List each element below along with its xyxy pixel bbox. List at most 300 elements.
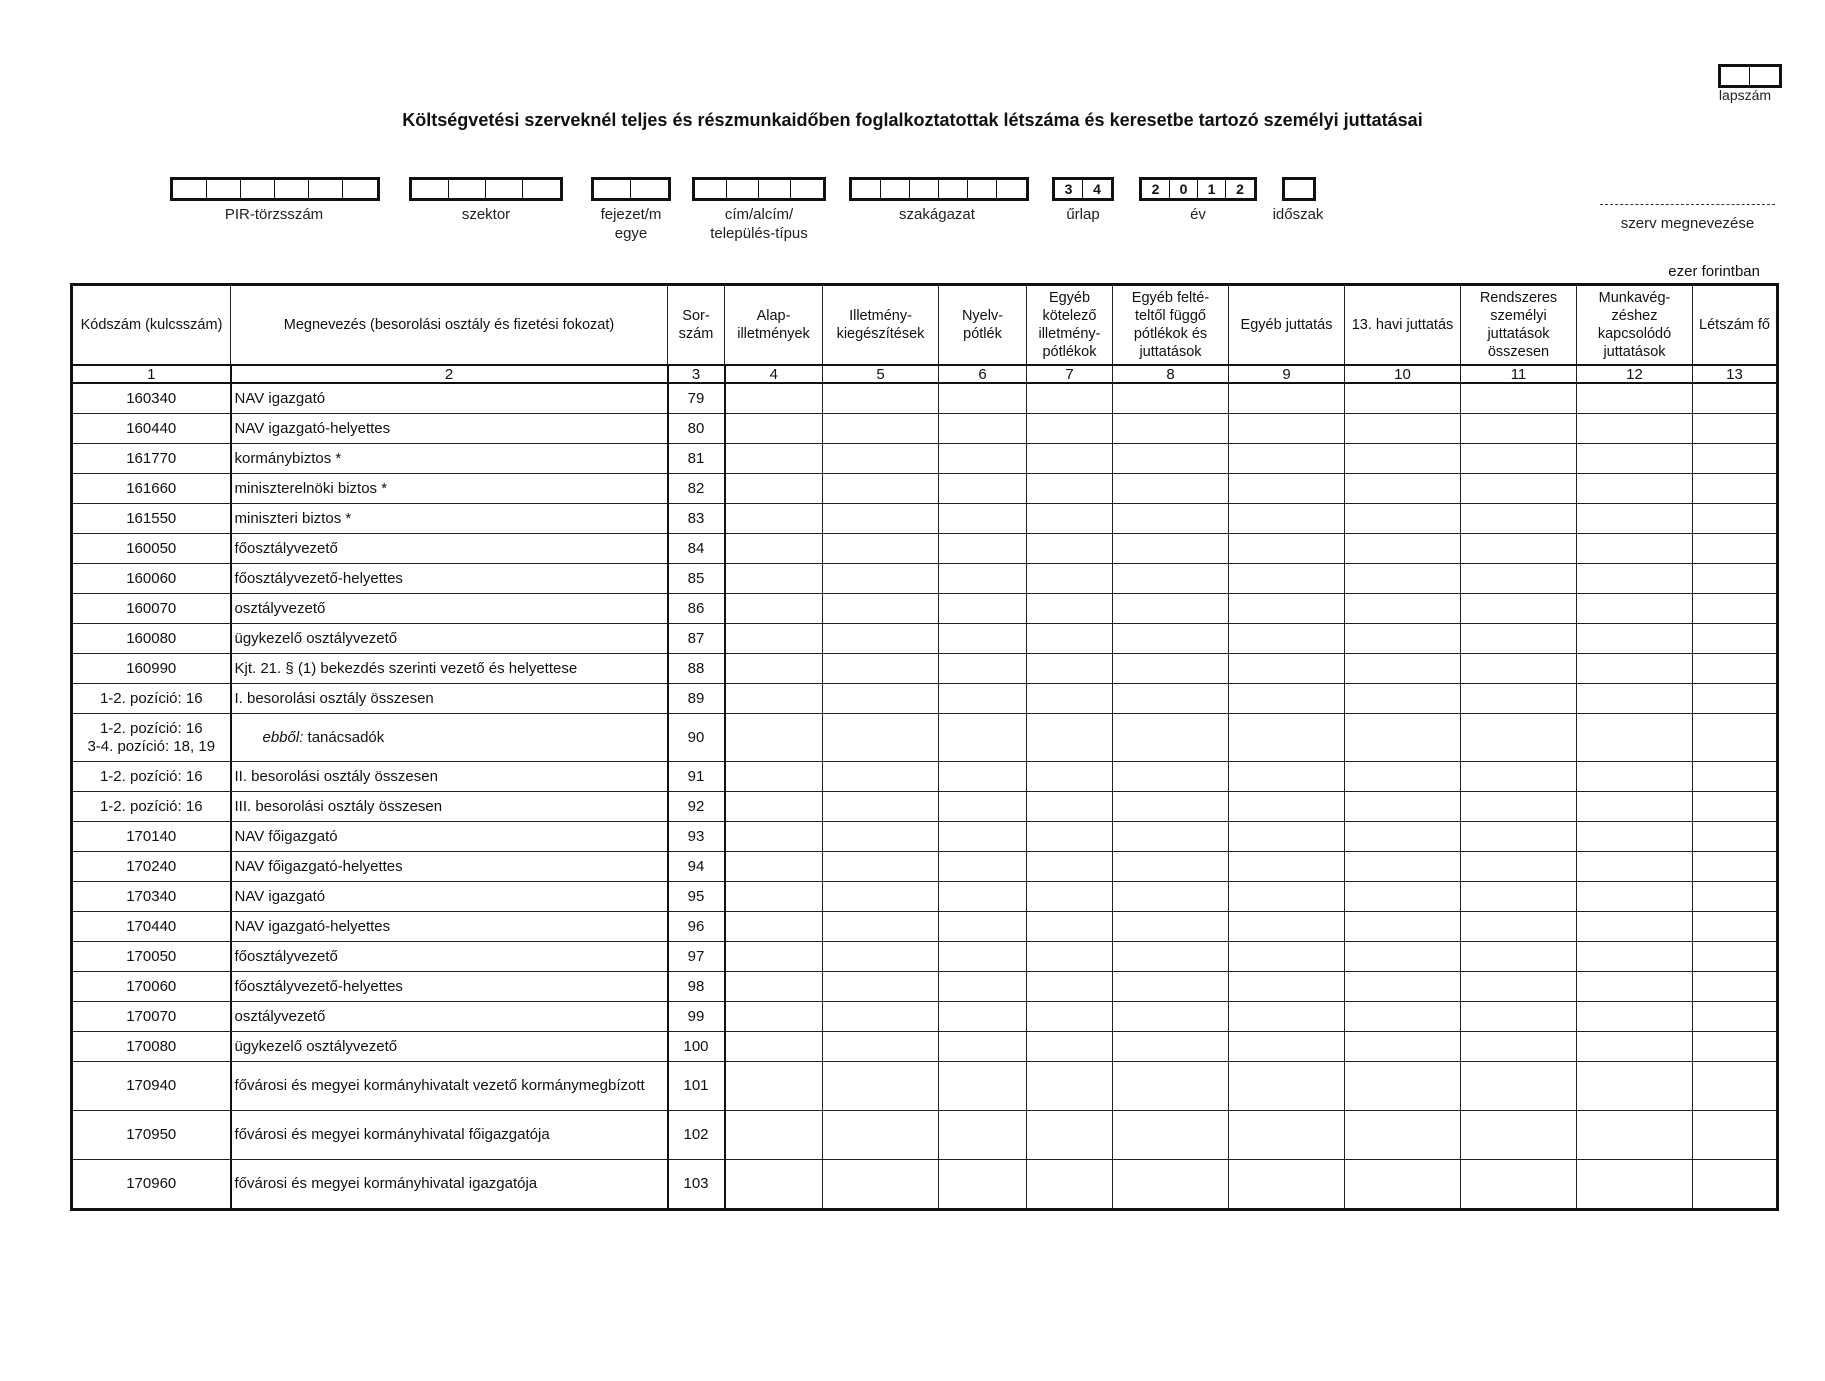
industry-cell[interactable] (852, 180, 881, 198)
year-field[interactable] (1139, 177, 1257, 201)
input-cell-col-8[interactable] (1113, 594, 1229, 624)
sheet-number-cell[interactable] (1721, 67, 1750, 85)
input-cell-col-4[interactable] (725, 624, 823, 654)
input-cell-col-4[interactable] (725, 534, 823, 564)
input-cell-col-10[interactable] (1345, 684, 1461, 714)
input-cell-col-13[interactable] (1693, 414, 1778, 444)
input-cell-col-12[interactable] (1577, 624, 1693, 654)
input-cell-col-12[interactable] (1577, 852, 1693, 882)
input-cell-col-9[interactable] (1229, 594, 1345, 624)
input-cell-col-13[interactable] (1693, 444, 1778, 474)
input-cell-col-4[interactable] (725, 852, 823, 882)
input-cell-col-5[interactable] (823, 1111, 939, 1160)
input-cell-col-7[interactable] (1027, 474, 1113, 504)
input-cell-col-5[interactable] (823, 444, 939, 474)
input-cell-col-6[interactable] (939, 1002, 1027, 1032)
input-cell-col-11[interactable] (1461, 714, 1577, 762)
input-cell-col-6[interactable] (939, 1062, 1027, 1111)
input-cell-col-11[interactable] (1461, 383, 1577, 414)
input-cell-col-12[interactable] (1577, 474, 1693, 504)
input-cell-col-9[interactable] (1229, 1111, 1345, 1160)
input-cell-col-5[interactable] (823, 1002, 939, 1032)
input-cell-col-9[interactable] (1229, 504, 1345, 534)
pir-cell[interactable] (309, 180, 343, 198)
input-cell-col-5[interactable] (823, 714, 939, 762)
input-cell-col-11[interactable] (1461, 972, 1577, 1002)
input-cell-col-13[interactable] (1693, 822, 1778, 852)
input-cell-col-12[interactable] (1577, 534, 1693, 564)
input-cell-col-8[interactable] (1113, 564, 1229, 594)
input-cell-col-10[interactable] (1345, 852, 1461, 882)
input-cell-col-4[interactable] (725, 882, 823, 912)
input-cell-col-9[interactable] (1229, 822, 1345, 852)
input-cell-col-8[interactable] (1113, 624, 1229, 654)
input-cell-col-11[interactable] (1461, 534, 1577, 564)
input-cell-col-9[interactable] (1229, 414, 1345, 444)
input-cell-col-6[interactable] (939, 564, 1027, 594)
input-cell-col-8[interactable] (1113, 654, 1229, 684)
input-cell-col-5[interactable] (823, 852, 939, 882)
input-cell-col-13[interactable] (1693, 654, 1778, 684)
input-cell-col-7[interactable] (1027, 383, 1113, 414)
input-cell-col-8[interactable] (1113, 1160, 1229, 1210)
input-cell-col-4[interactable] (725, 822, 823, 852)
input-cell-col-11[interactable] (1461, 882, 1577, 912)
input-cell-col-6[interactable] (939, 684, 1027, 714)
input-cell-col-10[interactable] (1345, 383, 1461, 414)
input-cell-col-5[interactable] (823, 792, 939, 822)
input-cell-col-13[interactable] (1693, 1111, 1778, 1160)
input-cell-col-6[interactable] (939, 444, 1027, 474)
input-cell-col-4[interactable] (725, 474, 823, 504)
input-cell-col-4[interactable] (725, 594, 823, 624)
input-cell-col-5[interactable] (823, 912, 939, 942)
input-cell-col-8[interactable] (1113, 504, 1229, 534)
table-row (72, 822, 1778, 852)
input-cell-col-11[interactable] (1461, 564, 1577, 594)
input-cell-col-4[interactable] (725, 414, 823, 444)
input-cell-col-7[interactable] (1027, 414, 1113, 444)
input-cell-col-13[interactable] (1693, 383, 1778, 414)
col-header-conditional: Egyéb felté- teltől függő pótlékok és juttatások (1113, 285, 1229, 366)
input-cell-col-5[interactable] (823, 564, 939, 594)
input-cell-col-11[interactable] (1461, 912, 1577, 942)
sector-field[interactable] (409, 177, 563, 201)
input-cell-col-9[interactable] (1229, 714, 1345, 762)
input-cell-col-13[interactable] (1693, 762, 1778, 792)
input-cell-col-10[interactable] (1345, 882, 1461, 912)
input-cell-col-5[interactable] (823, 762, 939, 792)
input-cell-col-6[interactable] (939, 1032, 1027, 1062)
input-cell-col-10[interactable] (1345, 474, 1461, 504)
input-cell-col-9[interactable] (1229, 383, 1345, 414)
input-cell-col-12[interactable] (1577, 822, 1693, 852)
period-field[interactable] (1282, 177, 1316, 201)
input-cell-col-10[interactable] (1345, 1062, 1461, 1111)
input-cell-col-13[interactable] (1693, 624, 1778, 654)
industry-cell[interactable] (881, 180, 910, 198)
input-cell-col-9[interactable] (1229, 474, 1345, 504)
input-cell-col-4[interactable] (725, 762, 823, 792)
input-cell-col-12[interactable] (1577, 1111, 1693, 1160)
input-cell-col-12[interactable] (1577, 504, 1693, 534)
input-cell-col-5[interactable] (823, 822, 939, 852)
code-cell: 160990 (72, 654, 231, 684)
input-cell-col-7[interactable] (1027, 594, 1113, 624)
input-cell-col-12[interactable] (1577, 1062, 1693, 1111)
title-code-cell[interactable] (759, 180, 791, 198)
input-cell-col-5[interactable] (823, 624, 939, 654)
input-cell-col-11[interactable] (1461, 942, 1577, 972)
input-cell-col-6[interactable] (939, 534, 1027, 564)
input-cell-col-9[interactable] (1229, 624, 1345, 654)
input-cell-col-4[interactable] (725, 1032, 823, 1062)
input-cell-col-7[interactable] (1027, 1002, 1113, 1032)
input-cell-col-10[interactable] (1345, 792, 1461, 822)
input-cell-col-6[interactable] (939, 882, 1027, 912)
input-cell-col-8[interactable] (1113, 762, 1229, 792)
input-cell-col-13[interactable] (1693, 912, 1778, 942)
input-cell-col-10[interactable] (1345, 594, 1461, 624)
input-cell-col-12[interactable] (1577, 1032, 1693, 1062)
input-cell-col-13[interactable] (1693, 972, 1778, 1002)
input-cell-col-4[interactable] (725, 972, 823, 1002)
input-cell-col-6[interactable] (939, 942, 1027, 972)
sheet-number-box[interactable] (1718, 64, 1782, 88)
input-cell-col-7[interactable] (1027, 624, 1113, 654)
chapter-field[interactable] (591, 177, 671, 201)
input-cell-col-13[interactable] (1693, 714, 1778, 762)
input-cell-col-5[interactable] (823, 1032, 939, 1062)
input-cell-col-9[interactable] (1229, 792, 1345, 822)
input-cell-col-7[interactable] (1027, 504, 1113, 534)
input-cell-col-11[interactable] (1461, 654, 1577, 684)
code-cell: 160080 (72, 624, 231, 654)
input-cell-col-10[interactable] (1345, 822, 1461, 852)
input-cell-col-13[interactable] (1693, 792, 1778, 822)
input-cell-col-5[interactable] (823, 534, 939, 564)
input-cell-col-12[interactable] (1577, 1002, 1693, 1032)
year-cell[interactable]: 0 (1170, 180, 1198, 198)
input-cell-col-11[interactable] (1461, 1062, 1577, 1111)
input-cell-col-12[interactable] (1577, 564, 1693, 594)
input-cell-col-6[interactable] (939, 822, 1027, 852)
input-cell-col-9[interactable] (1229, 654, 1345, 684)
input-cell-col-10[interactable] (1345, 912, 1461, 942)
input-cell-col-6[interactable] (939, 972, 1027, 1002)
input-cell-col-8[interactable] (1113, 822, 1229, 852)
input-cell-col-8[interactable] (1113, 1032, 1229, 1062)
input-cell-col-6[interactable] (939, 714, 1027, 762)
input-cell-col-8[interactable] (1113, 414, 1229, 444)
input-cell-col-8[interactable] (1113, 534, 1229, 564)
input-cell-col-7[interactable] (1027, 852, 1113, 882)
industry-cell[interactable] (968, 180, 997, 198)
year-cell[interactable]: 2 (1236, 181, 1244, 197)
input-cell-col-8[interactable] (1113, 792, 1229, 822)
input-cell-col-4[interactable] (725, 1111, 823, 1160)
sheet-number-cell[interactable] (1750, 67, 1779, 85)
input-cell-col-6[interactable] (939, 852, 1027, 882)
input-cell-col-4[interactable] (725, 792, 823, 822)
input-cell-col-5[interactable] (823, 1062, 939, 1111)
input-cell-col-13[interactable] (1693, 594, 1778, 624)
input-cell-col-6[interactable] (939, 474, 1027, 504)
col-number: 1 (72, 365, 231, 383)
input-cell-col-11[interactable] (1461, 792, 1577, 822)
input-cell-col-6[interactable] (939, 762, 1027, 792)
input-cell-col-11[interactable] (1461, 762, 1577, 792)
unit-label: ezer forintban (1668, 263, 1760, 280)
input-cell-col-12[interactable] (1577, 684, 1693, 714)
input-cell-col-11[interactable] (1461, 504, 1577, 534)
input-cell-col-6[interactable] (939, 414, 1027, 444)
input-cell-col-7[interactable] (1027, 1160, 1113, 1210)
input-cell-col-12[interactable] (1577, 1160, 1693, 1210)
input-cell-col-8[interactable] (1113, 1111, 1229, 1160)
industry-cell[interactable] (939, 180, 968, 198)
input-cell-col-11[interactable] (1461, 822, 1577, 852)
input-cell-col-12[interactable] (1577, 912, 1693, 942)
input-cell-col-5[interactable] (823, 882, 939, 912)
input-cell-col-9[interactable] (1229, 444, 1345, 474)
org-name-label: szerv megnevezése (1620, 215, 1755, 232)
input-cell-col-11[interactable] (1461, 624, 1577, 654)
pir-cell[interactable] (207, 180, 241, 198)
input-cell-col-7[interactable] (1027, 912, 1113, 942)
input-cell-col-11[interactable] (1461, 1160, 1577, 1210)
pir-cell[interactable] (275, 180, 309, 198)
input-cell-col-13[interactable] (1693, 684, 1778, 714)
input-cell-col-10[interactable] (1345, 1160, 1461, 1210)
input-cell-col-13[interactable] (1693, 942, 1778, 972)
input-cell-col-8[interactable] (1113, 383, 1229, 414)
input-cell-col-8[interactable] (1113, 852, 1229, 882)
input-cell-col-7[interactable] (1027, 564, 1113, 594)
input-cell-col-7[interactable] (1027, 1032, 1113, 1062)
form-code-field[interactable] (1052, 177, 1114, 201)
input-cell-col-6[interactable] (939, 654, 1027, 684)
input-cell-col-4[interactable] (725, 564, 823, 594)
input-cell-col-8[interactable] (1113, 882, 1229, 912)
input-cell-col-4[interactable] (725, 714, 823, 762)
input-cell-col-5[interactable] (823, 414, 939, 444)
input-cell-col-9[interactable] (1229, 912, 1345, 942)
input-cell-col-8[interactable] (1113, 444, 1229, 474)
input-cell-col-6[interactable] (939, 912, 1027, 942)
input-cell-col-6[interactable] (939, 1111, 1027, 1160)
input-cell-col-4[interactable] (725, 1160, 823, 1210)
period-cell[interactable] (1285, 180, 1313, 198)
input-cell-col-9[interactable] (1229, 684, 1345, 714)
input-cell-col-7[interactable] (1027, 1111, 1113, 1160)
input-cell-col-7[interactable] (1027, 534, 1113, 564)
input-cell-col-12[interactable] (1577, 444, 1693, 474)
input-cell-col-12[interactable] (1577, 714, 1693, 762)
input-cell-col-5[interactable] (823, 684, 939, 714)
input-cell-col-8[interactable] (1113, 474, 1229, 504)
pir-cell[interactable] (173, 180, 207, 198)
sector-cell[interactable] (412, 180, 449, 198)
title-code-cell[interactable] (791, 180, 823, 198)
input-cell-col-10[interactable] (1345, 942, 1461, 972)
sector-cell[interactable] (523, 180, 560, 198)
input-cell-col-12[interactable] (1577, 383, 1693, 414)
input-cell-col-10[interactable] (1345, 624, 1461, 654)
input-cell-col-4[interactable] (725, 504, 823, 534)
input-cell-col-4[interactable] (725, 1062, 823, 1111)
input-cell-col-7[interactable] (1027, 972, 1113, 1002)
input-cell-col-6[interactable] (939, 594, 1027, 624)
input-cell-col-5[interactable] (823, 654, 939, 684)
org-name-line[interactable] (1600, 204, 1775, 205)
input-cell-col-5[interactable] (823, 383, 939, 414)
input-cell-col-10[interactable] (1345, 972, 1461, 1002)
code-cell: 160050 (72, 534, 231, 564)
input-cell-col-13[interactable] (1693, 1160, 1778, 1210)
input-cell-col-5[interactable] (823, 942, 939, 972)
input-cell-col-11[interactable] (1461, 474, 1577, 504)
input-cell-col-9[interactable] (1229, 534, 1345, 564)
input-cell-col-7[interactable] (1027, 942, 1113, 972)
input-cell-col-6[interactable] (939, 383, 1027, 414)
form-code-cell[interactable]: 3 (1055, 180, 1083, 198)
input-cell-col-12[interactable] (1577, 654, 1693, 684)
input-cell-col-7[interactable] (1027, 714, 1113, 762)
year-cell[interactable]: 1 (1198, 180, 1226, 198)
input-cell-col-5[interactable] (823, 474, 939, 504)
input-cell-col-5[interactable] (823, 504, 939, 534)
industry-field[interactable] (849, 177, 1029, 201)
pir-cell[interactable] (241, 180, 275, 198)
input-cell-col-10[interactable] (1345, 1032, 1461, 1062)
input-cell-col-11[interactable] (1461, 852, 1577, 882)
input-cell-col-7[interactable] (1027, 822, 1113, 852)
input-cell-col-10[interactable] (1345, 714, 1461, 762)
input-cell-col-11[interactable] (1461, 684, 1577, 714)
input-cell-col-5[interactable] (823, 1160, 939, 1210)
input-cell-col-10[interactable] (1345, 414, 1461, 444)
input-cell-col-13[interactable] (1693, 504, 1778, 534)
input-cell-col-9[interactable] (1229, 852, 1345, 882)
input-cell-col-9[interactable] (1229, 564, 1345, 594)
input-cell-col-6[interactable] (939, 504, 1027, 534)
input-cell-col-10[interactable] (1345, 654, 1461, 684)
input-cell-col-12[interactable] (1577, 942, 1693, 972)
input-cell-col-10[interactable] (1345, 762, 1461, 792)
row-number-cell: 101 (668, 1062, 725, 1111)
input-cell-col-9[interactable] (1229, 1032, 1345, 1062)
input-cell-col-4[interactable] (725, 444, 823, 474)
input-cell-col-8[interactable] (1113, 1062, 1229, 1111)
input-cell-col-9[interactable] (1229, 942, 1345, 972)
input-cell-col-10[interactable] (1345, 444, 1461, 474)
pir-number-field[interactable] (170, 177, 380, 201)
sector-cell[interactable] (449, 180, 486, 198)
input-cell-col-13[interactable] (1693, 1032, 1778, 1062)
input-cell-col-13[interactable] (1693, 474, 1778, 504)
chapter-cell[interactable] (631, 180, 668, 198)
input-cell-col-4[interactable] (725, 684, 823, 714)
input-cell-col-7[interactable] (1027, 444, 1113, 474)
input-cell-col-11[interactable] (1461, 414, 1577, 444)
input-cell-col-10[interactable] (1345, 534, 1461, 564)
input-cell-col-4[interactable] (725, 383, 823, 414)
title-code-cell[interactable] (695, 180, 727, 198)
input-cell-col-6[interactable] (939, 624, 1027, 654)
input-cell-col-8[interactable] (1113, 942, 1229, 972)
input-cell-col-13[interactable] (1693, 852, 1778, 882)
input-cell-col-4[interactable] (725, 912, 823, 942)
input-cell-col-12[interactable] (1577, 762, 1693, 792)
input-cell-col-12[interactable] (1577, 594, 1693, 624)
input-cell-col-5[interactable] (823, 972, 939, 1002)
input-cell-col-13[interactable] (1693, 882, 1778, 912)
input-cell-col-13[interactable] (1693, 1002, 1778, 1032)
year-cell[interactable]: 2 (1142, 180, 1170, 198)
input-cell-col-11[interactable] (1461, 1002, 1577, 1032)
input-cell-col-11[interactable] (1461, 1032, 1577, 1062)
input-cell-col-9[interactable] (1229, 762, 1345, 792)
input-cell-col-11[interactable] (1461, 594, 1577, 624)
input-cell-col-6[interactable] (939, 1160, 1027, 1210)
title-code-field[interactable] (692, 177, 826, 201)
input-cell-col-7[interactable] (1027, 684, 1113, 714)
input-cell-col-9[interactable] (1229, 972, 1345, 1002)
input-cell-col-8[interactable] (1113, 714, 1229, 762)
input-cell-col-12[interactable] (1577, 882, 1693, 912)
input-cell-col-9[interactable] (1229, 1002, 1345, 1032)
input-cell-col-12[interactable] (1577, 972, 1693, 1002)
input-cell-col-13[interactable] (1693, 1062, 1778, 1111)
sector-cell[interactable] (486, 180, 523, 198)
input-cell-col-7[interactable] (1027, 1062, 1113, 1111)
input-cell-col-8[interactable] (1113, 684, 1229, 714)
pir-cell[interactable] (343, 180, 377, 198)
input-cell-col-4[interactable] (725, 654, 823, 684)
input-cell-col-13[interactable] (1693, 564, 1778, 594)
input-cell-col-11[interactable] (1461, 1111, 1577, 1160)
input-cell-col-9[interactable] (1229, 1160, 1345, 1210)
input-cell-col-8[interactable] (1113, 1002, 1229, 1032)
input-cell-col-7[interactable] (1027, 792, 1113, 822)
input-cell-col-5[interactable] (823, 594, 939, 624)
input-cell-col-7[interactable] (1027, 762, 1113, 792)
input-cell-col-8[interactable] (1113, 972, 1229, 1002)
input-cell-col-10[interactable] (1345, 1111, 1461, 1160)
input-cell-col-10[interactable] (1345, 504, 1461, 534)
form-code-cell[interactable]: 4 (1093, 181, 1101, 197)
input-cell-col-10[interactable] (1345, 564, 1461, 594)
input-cell-col-9[interactable] (1229, 882, 1345, 912)
input-cell-col-12[interactable] (1577, 414, 1693, 444)
industry-cell[interactable] (997, 180, 1026, 198)
input-cell-col-12[interactable] (1577, 792, 1693, 822)
chapter-cell[interactable] (594, 180, 631, 198)
input-cell-col-8[interactable] (1113, 912, 1229, 942)
input-cell-col-13[interactable] (1693, 534, 1778, 564)
input-cell-col-10[interactable] (1345, 1002, 1461, 1032)
input-cell-col-4[interactable] (725, 1002, 823, 1032)
input-cell-col-7[interactable] (1027, 654, 1113, 684)
input-cell-col-4[interactable] (725, 942, 823, 972)
input-cell-col-7[interactable] (1027, 882, 1113, 912)
title-code-cell[interactable] (727, 180, 759, 198)
input-cell-col-6[interactable] (939, 792, 1027, 822)
input-cell-col-11[interactable] (1461, 444, 1577, 474)
industry-cell[interactable] (910, 180, 939, 198)
input-cell-col-9[interactable] (1229, 1062, 1345, 1111)
